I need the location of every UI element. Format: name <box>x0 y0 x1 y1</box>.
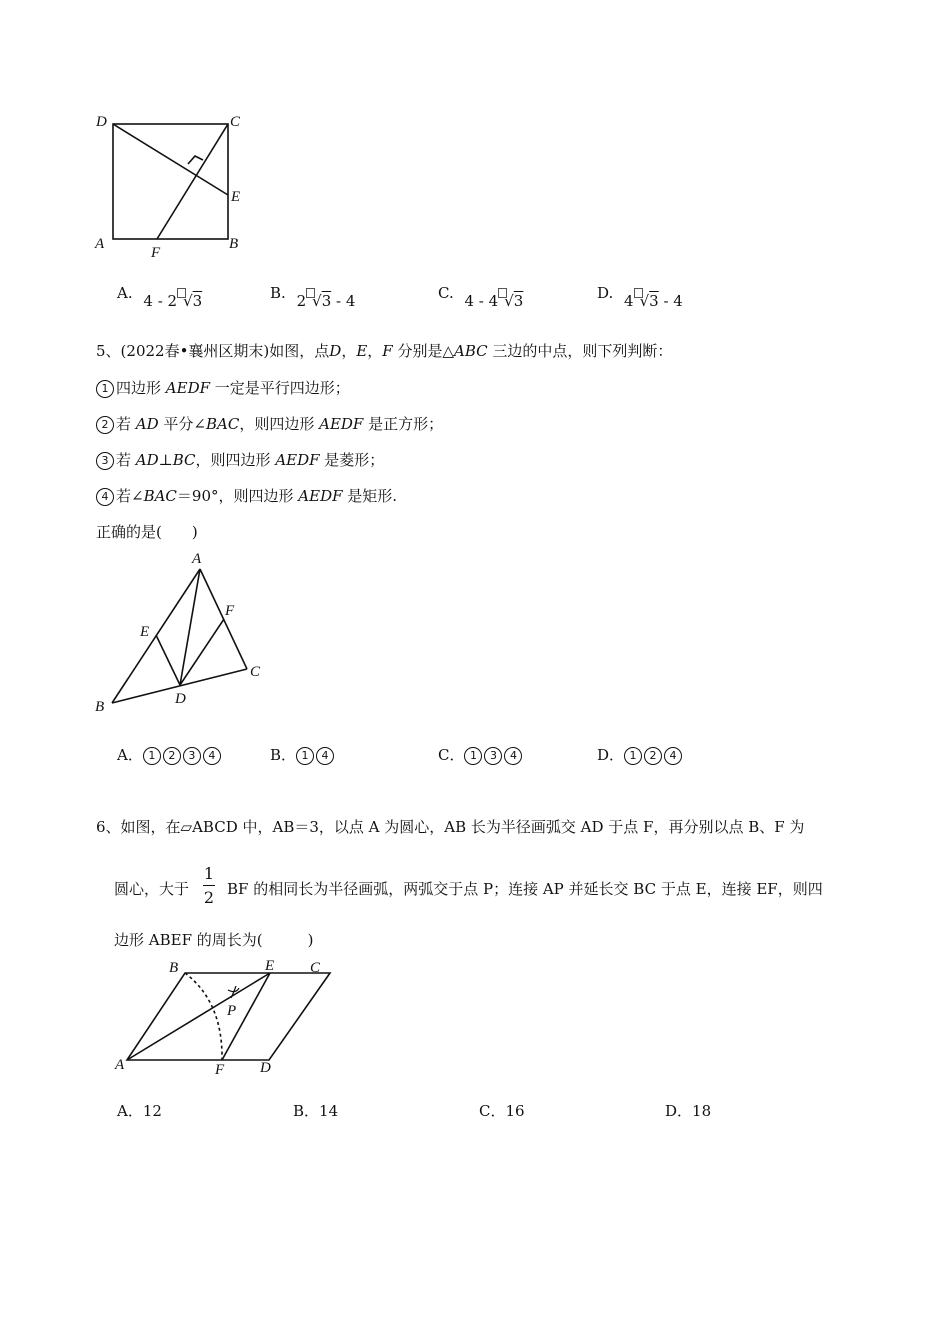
q6-line-2: 圆心，大于 BF 的相同长为半径画弧，两弧交于点 P；连接 AP 并延长交 BC 于点 E，连接 EF，则四 <box>114 880 823 898</box>
parallelogram-figure <box>105 952 345 1082</box>
q5-option-a[interactable]: A． 1 2 3 4 <box>117 744 223 765</box>
label-E: E <box>265 958 275 974</box>
option-label: C． <box>479 1102 506 1120</box>
option-label: A． <box>117 1102 143 1120</box>
option-label: D． <box>665 1102 693 1120</box>
option-label: A． <box>117 746 143 764</box>
option-label: B． <box>293 1102 320 1120</box>
option-label: C． <box>438 746 465 764</box>
q5-option-b[interactable]: B． 1 4 <box>270 744 336 765</box>
label-P: P <box>227 1003 237 1019</box>
q4-option-c[interactable] <box>438 284 523 310</box>
q5-stem: 5、(2022春•襄州区期末)如图，点D，E，F 分别是△ABC 三边的中点，则下列判断： <box>96 342 673 360</box>
option-label: D. <box>597 284 614 302</box>
option-value: 14 <box>319 1102 339 1120</box>
label-C: C <box>230 114 241 130</box>
triangle-figure <box>88 545 278 720</box>
q6-line-3: 边形 ABEF 的周长为( ) <box>114 931 314 949</box>
label-C: C <box>310 960 321 976</box>
option-value: 12 <box>142 1102 162 1120</box>
option-expr: 4 √3 - 4 <box>624 292 683 310</box>
q5-statement-2: 2 若 AD 平分∠BAC，则四边形 AEDF 是正方形； <box>96 413 443 434</box>
q6-option-c[interactable] <box>479 1100 525 1121</box>
square-figure <box>90 105 260 265</box>
option-expr: 4 - 2 √3 <box>143 292 202 310</box>
label-D: D <box>96 114 107 130</box>
option-expr: 2 √3 - 4 <box>297 292 356 310</box>
label-B: B <box>169 960 179 976</box>
option-label: B． <box>270 746 297 764</box>
q6-option-d[interactable] <box>665 1100 711 1121</box>
label-F: F <box>215 1062 225 1078</box>
label-B: B <box>229 236 239 252</box>
option-value: 16 <box>505 1102 525 1120</box>
q5-statement-3: 3 若 AD⊥BC，则四边形 AEDF 是菱形； <box>96 449 384 470</box>
q6-option-a[interactable] <box>117 1100 162 1121</box>
q6-option-b[interactable] <box>293 1100 338 1121</box>
q4-option-b[interactable] <box>270 284 355 310</box>
option-label: B. <box>270 284 286 302</box>
label-E: E <box>140 624 150 640</box>
q6-line-1: 6、如图，在▱ABCD 中，AB＝3，以点 A 为圆心，AB 长为半径画弧交 AD 于点 F，再分别以点 B、F 为 <box>96 818 805 836</box>
q5-statement-4: 4 若∠BAC＝90°，则四边形 AEDF 是矩形. <box>96 485 397 506</box>
q5-option-d[interactable]: D． 1 2 4 <box>597 744 684 765</box>
label-E: E <box>231 189 241 205</box>
label-D: D <box>175 691 186 707</box>
label-F: F <box>225 603 235 619</box>
option-label: D． <box>597 746 625 764</box>
label-B: B <box>95 699 105 715</box>
q5-option-c[interactable]: C． 1 3 4 <box>438 744 524 765</box>
q5-statement-1: 1 四边形 AEDF 一定是平行四边形； <box>96 377 350 398</box>
label-A: A <box>115 1057 125 1073</box>
q4-option-d[interactable] <box>597 284 683 310</box>
label-A: A <box>192 551 202 567</box>
label-A: A <box>95 236 105 252</box>
fraction-one-half: 1 2 <box>203 864 215 907</box>
label-F: F <box>151 245 161 261</box>
option-label: A. <box>117 284 133 302</box>
label-C: C <box>250 664 261 680</box>
option-value: 18 <box>692 1102 712 1120</box>
option-label: C. <box>438 284 454 302</box>
q4-option-a[interactable] <box>117 284 202 310</box>
label-D: D <box>260 1060 271 1076</box>
q5-question: 正确的是( ) <box>96 523 198 541</box>
option-expr: 4 - 4 √3 <box>465 292 524 310</box>
